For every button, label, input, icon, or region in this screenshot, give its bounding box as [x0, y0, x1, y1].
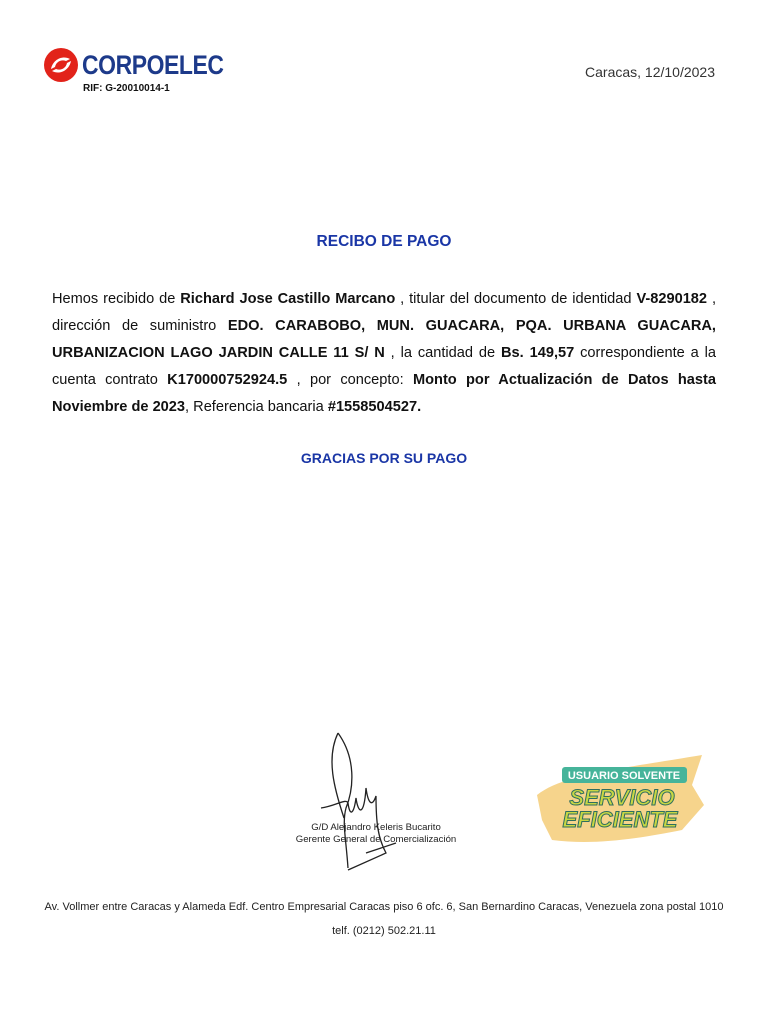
- signatory-role: Gerente General de Comercialización: [295, 834, 457, 845]
- footer-address: Av. Vollmer entre Caracas y Alameda Edf. Centro Empresarial Caracas piso 6 ofc. 6, San Bernardino Caracas, Venezuela zona postal 1010 telf. (0212) 502.21.11: [44, 901, 724, 937]
- id-document: V-8290182: [636, 291, 708, 307]
- bank-reference: #1558504527.: [327, 399, 422, 415]
- signature-image: [276, 728, 476, 883]
- receipt-body: [52, 286, 716, 421]
- concept: Monto por Actualización de Datos hasta Noviembre de 2023: [52, 372, 716, 415]
- signatory-name: G/D Alejandro Keleris Bucarito: [311, 822, 441, 833]
- amount: Bs. 149,57: [501, 345, 575, 361]
- text: , dirección de suministro: [52, 291, 716, 334]
- text: , Referencia bancaria: [185, 399, 328, 415]
- page-title: RECIBO DE PAGO: [316, 233, 452, 250]
- badge-line2: SERVICIO: [569, 785, 675, 810]
- badge-line1: USUARIO SOLVENTE: [567, 770, 681, 782]
- text: correspondiente a la cuenta contrato: [52, 345, 717, 388]
- corpoelec-emblem-icon: [43, 47, 79, 83]
- text: , la cantidad de: [384, 345, 502, 361]
- text: , titular del documento de identidad: [395, 291, 637, 307]
- company-name: CORPOELEC: [82, 49, 224, 80]
- usuario-solvente-badge: [532, 745, 707, 850]
- supply-address: EDO. CARABOBO, MUN. GUACARA, PQA. URBANA GUACARA, URBANIZACION LAGO JARDIN CALLE 11 S/ N: [52, 318, 716, 361]
- text: , por concepto:: [287, 372, 413, 388]
- account-number: K170000752924.5: [167, 372, 288, 388]
- company-rif: RIF: G-20010014-1: [83, 83, 170, 94]
- corpoelec-logo: [43, 47, 249, 83]
- text: Hemos recibido de: [52, 291, 181, 307]
- receipt-date: Caracas, 12/10/2023: [585, 64, 715, 80]
- thanks-message: GRACIAS POR SU PAGO: [300, 450, 468, 466]
- payer-name: Richard Jose Castillo Marcano: [180, 291, 396, 307]
- signature-block: [276, 728, 476, 883]
- badge-line3: EFICIENTE: [562, 807, 678, 832]
